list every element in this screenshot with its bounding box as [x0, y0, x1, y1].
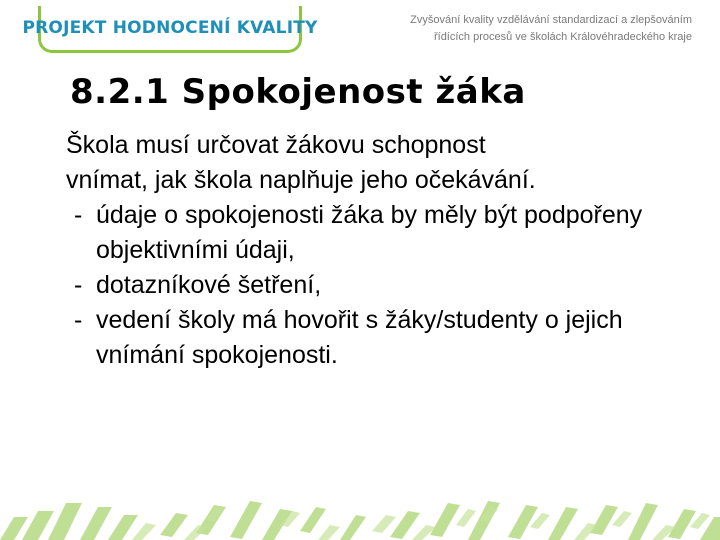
bullet-item [66, 303, 706, 373]
project-logo [22, 6, 318, 53]
tagline-line-2: řídících procesů ve školách Královéhradeckého kraje [433, 31, 692, 43]
bullet-marker: - [74, 201, 83, 229]
decorative-stripes [0, 445, 720, 540]
bullet-item [66, 268, 706, 303]
intro-line-1: Škola musí určovat žákovu schopnost [66, 131, 486, 159]
tagline-line-1: Zvyšování kvality vzdělávání standardizací a zlepšováním [410, 14, 692, 26]
bullet-text: vedení školy má hovořit s žáky/studenty o jejich vnímání spokojenosti. [96, 306, 623, 369]
bullet-marker: - [74, 271, 83, 299]
bullet-text: dotazníkové šetření, [96, 271, 322, 299]
bullet-text: údaje o spokojenosti žáka by měly být podpořeny objektivními údaji, [96, 201, 643, 264]
intro-line-2: vnímat, jak škola naplňuje jeho očekávání. [66, 166, 536, 194]
bullet-list [66, 198, 706, 373]
slide-title: 8.2.1 Spokojenost žáka [70, 72, 526, 112]
bullet-item [66, 198, 706, 268]
logo-text: PROJEKT HODNOCENÍ KVALITY [22, 18, 318, 38]
slide-content [66, 128, 706, 373]
bullet-marker: - [74, 306, 83, 334]
project-tagline [402, 12, 692, 46]
